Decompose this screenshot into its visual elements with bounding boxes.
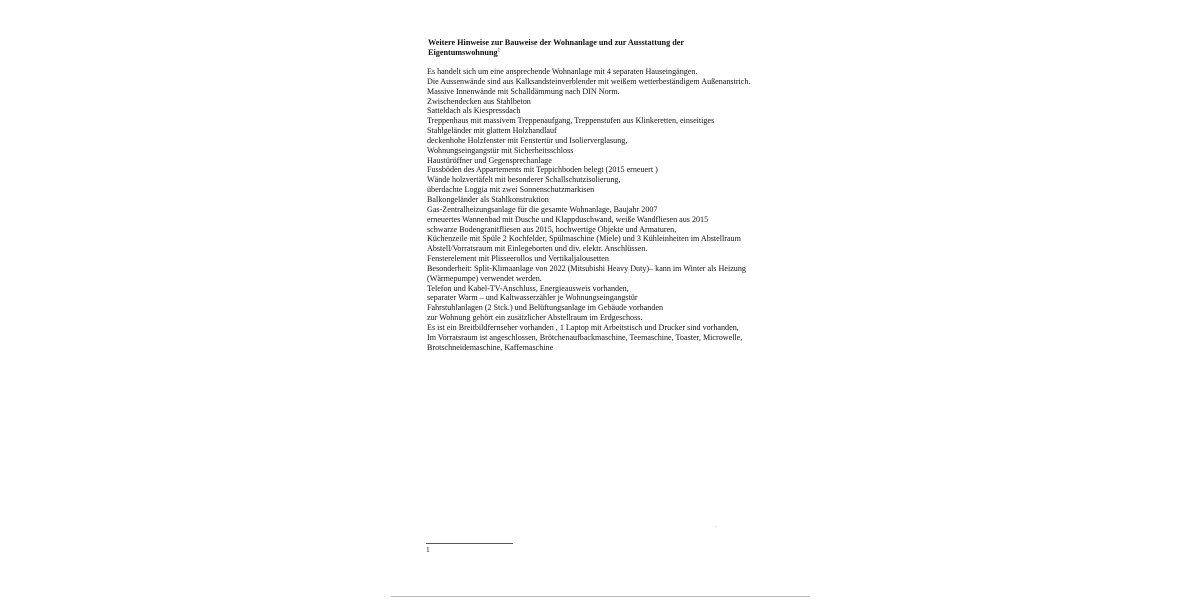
footnote-divider bbox=[426, 543, 513, 544]
page-bottom-edge bbox=[391, 596, 810, 597]
body-line: Im Vorratsraum ist angeschlossen, Brötchenaufbackmaschine, Teemaschine, Toaster, Microwelle, bbox=[427, 332, 743, 342]
footnote-number: 1 bbox=[426, 545, 430, 554]
body-line: Wände holzvertäfelt mit besonderer Schallschutzisolierung, bbox=[427, 175, 621, 185]
body-line: Die Aussenwände sind aus Kalksandsteinverblender mit weißem wetterbeständigem Außenanstrich. bbox=[427, 76, 751, 86]
body-line: Zwischendecken aus Stahlbeton bbox=[427, 96, 531, 106]
footnote-marker: 1 bbox=[497, 48, 501, 54]
body-line: Fahrstuhlanlagen (2 Stck.) und Belüftungsanlage im Gebäude vorhanden bbox=[427, 303, 664, 313]
body-line: Wohnungseingangstür mit Sicherheitsschloss bbox=[427, 145, 574, 155]
body-line: überdachte Loggia mit zwei Sonnenschutzmarkisen bbox=[427, 185, 595, 195]
body-line: Fussböden des Appartements mit Teppichboden belegt (2015 erneuert ) bbox=[427, 165, 658, 175]
body-line: Treppenhaus mit massivem Treppenaufgang, Treppenstufen aus Klinkeretten, einseitiges bbox=[427, 116, 715, 126]
body-line: Es ist ein Breitbildfernseher vorhanden , 1 Laptop mit Arbeitstisch und Drucker sind vorhanden, bbox=[427, 322, 739, 332]
body-line: Besonderheit: Split-Klimaanlage von 2022 (Mitsubishi Heavy Duty)– kann im Winter als Heizung bbox=[427, 263, 746, 273]
body-line: Fensterelement mit Plisseerollos und Vertikaljalousetten bbox=[427, 254, 609, 264]
body-text bbox=[427, 67, 787, 352]
body-line: Brotschneidemaschine, Kaffemaschine bbox=[427, 342, 554, 352]
body-line: Gas-Zentralheizungsanlage für die gesamte Wohnanlage, Baujahr 2007 bbox=[427, 204, 658, 214]
title-line-2: Eigentumswohnung bbox=[428, 48, 498, 57]
body-line: Satteldach als Kiespressdach bbox=[427, 106, 521, 116]
body-line: Balkongeländer als Stahlkonstruktion bbox=[427, 194, 549, 204]
page-title bbox=[428, 38, 728, 58]
body-line: (Wärmepumpe) verwendet werden. bbox=[427, 273, 542, 283]
body-line: Abstell/Vorratsraum mit Einlegeborten und div. elektr. Anschlüssen. bbox=[427, 244, 648, 254]
body-line: Es handelt sich um eine ansprechende Wohnanlage mit 4 separaten Hauseingängen. bbox=[427, 67, 698, 76]
title-line-1: Weitere Hinweise zur Bauweise der Wohnanlage und zur Ausstattung der bbox=[428, 38, 685, 47]
body-line: Haustüröffner und Gegensprechanlage bbox=[427, 155, 552, 165]
body-line: separater Warm – und Kaltwasserzähler je Wohnungseingangstür bbox=[427, 293, 638, 303]
body-line: schwarze Bodengranitfliesen aus 2015, hochwertige Objekte und Armaturen, bbox=[427, 224, 677, 234]
body-line: erneuertes Wannenbad mit Dusche und Klappduschwand, weiße Wandfliesen aus 2015 bbox=[427, 214, 709, 224]
body-line: Küchenzeile mit Spüle 2 Kochfelder, Spülmaschine (Miele) und 3 Kühleinheiten im Abstellraum bbox=[427, 234, 741, 244]
body-line: Stahlgeländer mit glattem Holzhandlauf bbox=[427, 126, 557, 136]
body-line: Telefon und Kabel-TV-Anschluss, Energieausweis vorhanden, bbox=[427, 283, 629, 293]
body-line: deckenhohe Holzfenster mit Fenstertür und Isolierverglasung, bbox=[427, 135, 628, 145]
scan-speck bbox=[715, 526, 716, 527]
body-line: Massive Innenwände mit Schalldämmung nach DIN Norm. bbox=[427, 86, 620, 96]
body-line: zur Wohnung gehört ein zusätzlicher Abstellraum im Erdgeschoss. bbox=[427, 313, 643, 323]
